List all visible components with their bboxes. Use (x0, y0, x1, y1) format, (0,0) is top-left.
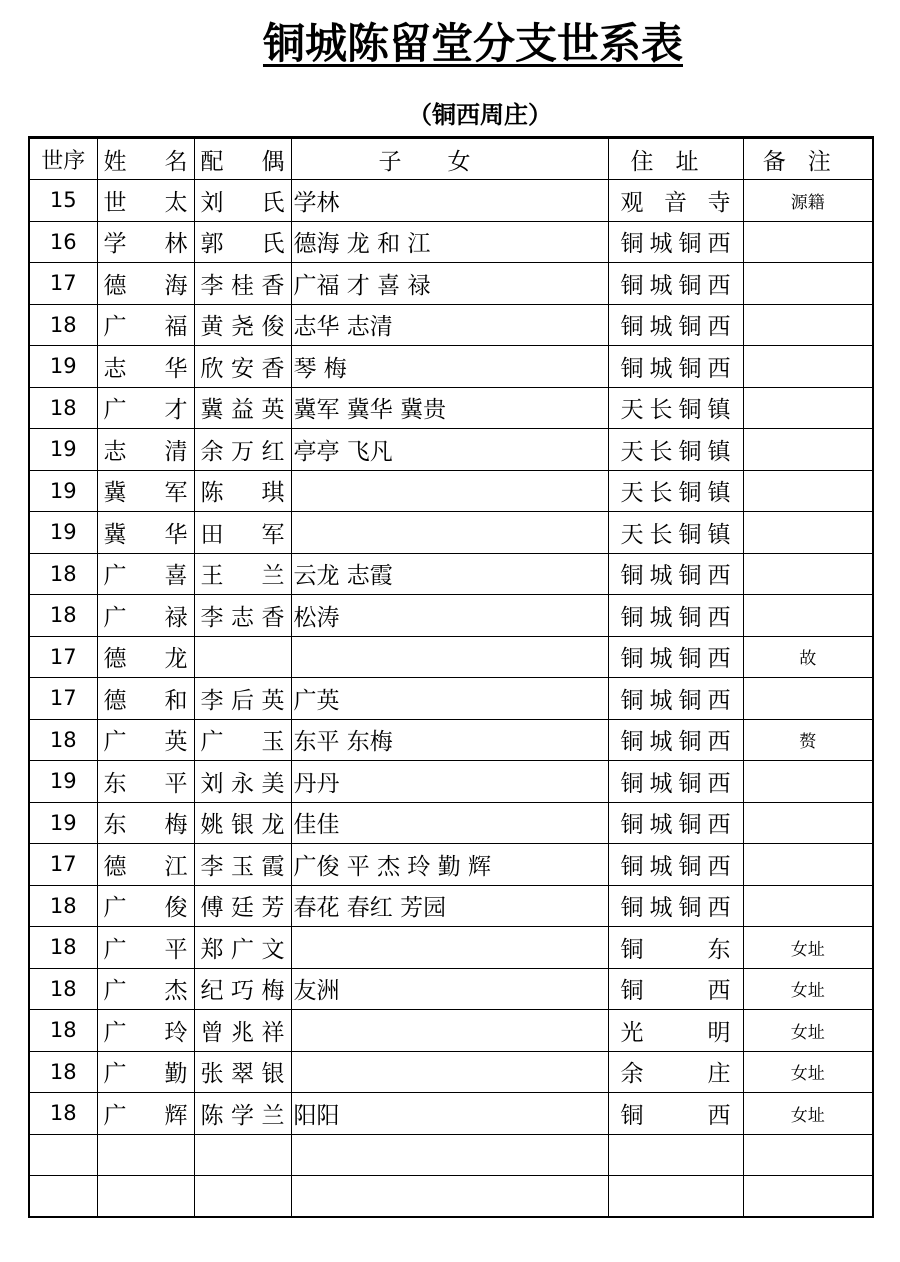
header-address: 住址 (608, 138, 743, 180)
table-row (29, 968, 873, 1010)
cell-address: 天长铜镇 (608, 429, 743, 471)
cell-name: 广喜 (97, 553, 194, 595)
cell-children: 阳阳 (291, 1093, 608, 1135)
cell-children: 春花 春红 芳园 (291, 885, 608, 927)
cell-notes (743, 802, 873, 844)
cell-generation: 17 (29, 678, 97, 720)
cell-spouse: 陈学兰 (194, 1093, 291, 1135)
table-row (29, 263, 873, 305)
cell-notes (743, 346, 873, 388)
table-row (29, 553, 873, 595)
page-title (0, 14, 900, 74)
cell-name: 广禄 (97, 595, 194, 637)
cell-children: 冀军 冀华 冀贵 (291, 387, 608, 429)
cell-generation: 17 (29, 844, 97, 886)
page-subtitle (0, 98, 900, 132)
page-subtitle-text: （铜西周庄） (408, 101, 552, 129)
cell-spouse: 傅廷芳 (194, 885, 291, 927)
cell-generation: 18 (29, 885, 97, 927)
cell-spouse: 李志香 (194, 595, 291, 637)
cell-children: 东平 东梅 (291, 719, 608, 761)
cell-generation: 19 (29, 802, 97, 844)
table-row (29, 1051, 873, 1093)
cell-children: 琴 梅 (291, 346, 608, 388)
cell-notes (743, 387, 873, 429)
cell-children (291, 1176, 608, 1218)
cell-children (291, 1134, 608, 1176)
cell-generation: 18 (29, 968, 97, 1010)
cell-name: 德龙 (97, 636, 194, 678)
cell-children: 亭亭 飞凡 (291, 429, 608, 471)
cell-generation: 19 (29, 512, 97, 554)
cell-name: 世太 (97, 180, 194, 222)
cell-notes: 女址 (743, 1093, 873, 1135)
cell-spouse (194, 1176, 291, 1218)
cell-notes: 源籍 (743, 180, 873, 222)
cell-generation: 18 (29, 719, 97, 761)
table-row (29, 180, 873, 222)
cell-generation: 16 (29, 221, 97, 263)
table-row (29, 221, 873, 263)
cell-children: 广俊 平 杰 玲 勤 辉 (291, 844, 608, 886)
table-row (29, 304, 873, 346)
cell-generation: 18 (29, 553, 97, 595)
cell-address: 铜城铜西 (608, 346, 743, 388)
cell-address: 铜西 (608, 1093, 743, 1135)
cell-generation: 19 (29, 470, 97, 512)
cell-notes (743, 844, 873, 886)
cell-name: 德和 (97, 678, 194, 720)
cell-generation: 18 (29, 1010, 97, 1052)
cell-address (608, 1134, 743, 1176)
cell-spouse: 姚银龙 (194, 802, 291, 844)
cell-spouse: 黄尧俊 (194, 304, 291, 346)
table-row (29, 802, 873, 844)
table-row (29, 719, 873, 761)
cell-generation: 17 (29, 263, 97, 305)
table-row (29, 885, 873, 927)
cell-children: 友洲 (291, 968, 608, 1010)
cell-name: 志清 (97, 429, 194, 471)
table-row (29, 927, 873, 969)
cell-generation (29, 1134, 97, 1176)
cell-spouse (194, 636, 291, 678)
cell-children (291, 636, 608, 678)
cell-notes (743, 885, 873, 927)
table-row (29, 844, 873, 886)
table-row (29, 387, 873, 429)
header-row (29, 138, 873, 180)
cell-generation: 15 (29, 180, 97, 222)
cell-address: 铜城铜西 (608, 802, 743, 844)
cell-notes: 女址 (743, 1010, 873, 1052)
cell-generation: 18 (29, 304, 97, 346)
cell-generation (29, 1176, 97, 1218)
header-generation: 世序 (29, 138, 97, 180)
cell-address: 天长铜镇 (608, 512, 743, 554)
cell-address: 铜城铜西 (608, 263, 743, 305)
cell-address: 铜城铜西 (608, 719, 743, 761)
cell-spouse: 刘氏 (194, 180, 291, 222)
cell-name: 广勤 (97, 1051, 194, 1093)
cell-address: 铜城铜西 (608, 844, 743, 886)
table-row (29, 636, 873, 678)
cell-generation: 18 (29, 927, 97, 969)
cell-name: 志华 (97, 346, 194, 388)
cell-children: 松涛 (291, 595, 608, 637)
genealogy-table (28, 136, 874, 1218)
cell-notes (743, 470, 873, 512)
cell-address: 铜城铜西 (608, 636, 743, 678)
table-row (29, 761, 873, 803)
cell-notes (743, 553, 873, 595)
cell-notes: 女址 (743, 968, 873, 1010)
cell-notes: 故 (743, 636, 873, 678)
cell-spouse: 冀益英 (194, 387, 291, 429)
table-row (29, 1134, 873, 1176)
cell-notes (743, 221, 873, 263)
table-row (29, 470, 873, 512)
table-row (29, 1093, 873, 1135)
cell-address: 铜西 (608, 968, 743, 1010)
cell-generation: 18 (29, 387, 97, 429)
table-row (29, 512, 873, 554)
cell-children (291, 1051, 608, 1093)
cell-spouse: 李玉霞 (194, 844, 291, 886)
table-row (29, 429, 873, 471)
cell-generation: 18 (29, 595, 97, 637)
cell-children (291, 470, 608, 512)
cell-name: 冀军 (97, 470, 194, 512)
cell-address: 天长铜镇 (608, 387, 743, 429)
cell-address: 铜城铜西 (608, 678, 743, 720)
cell-children: 学林 (291, 180, 608, 222)
cell-name: 广杰 (97, 968, 194, 1010)
table-header (29, 138, 873, 180)
table-row (29, 346, 873, 388)
cell-generation: 18 (29, 1051, 97, 1093)
cell-spouse: 郭氏 (194, 221, 291, 263)
cell-address (608, 1176, 743, 1218)
cell-address: 铜城铜西 (608, 221, 743, 263)
cell-spouse: 余万红 (194, 429, 291, 471)
cell-notes: 女址 (743, 1051, 873, 1093)
cell-generation: 17 (29, 636, 97, 678)
cell-spouse: 刘永美 (194, 761, 291, 803)
cell-spouse: 曾兆祥 (194, 1010, 291, 1052)
cell-notes: 赘 (743, 719, 873, 761)
table-row (29, 1010, 873, 1052)
table-body (29, 180, 873, 1218)
cell-spouse: 纪巧梅 (194, 968, 291, 1010)
cell-name: 广俊 (97, 885, 194, 927)
cell-name: 德海 (97, 263, 194, 305)
cell-notes (743, 263, 873, 305)
cell-notes (743, 1176, 873, 1218)
cell-notes: 女址 (743, 927, 873, 969)
cell-generation: 19 (29, 429, 97, 471)
cell-address: 铜城铜西 (608, 553, 743, 595)
cell-name: 广辉 (97, 1093, 194, 1135)
cell-notes (743, 761, 873, 803)
cell-children: 广英 (291, 678, 608, 720)
cell-children (291, 1010, 608, 1052)
cell-generation: 18 (29, 1093, 97, 1135)
cell-address: 铜城铜西 (608, 595, 743, 637)
cell-name (97, 1176, 194, 1218)
cell-generation: 19 (29, 346, 97, 388)
cell-name: 广英 (97, 719, 194, 761)
cell-name: 东梅 (97, 802, 194, 844)
cell-address: 铜城铜西 (608, 885, 743, 927)
cell-spouse: 李桂香 (194, 263, 291, 305)
cell-spouse (194, 1134, 291, 1176)
cell-children: 德海 龙 和 江 (291, 221, 608, 263)
cell-spouse: 王兰 (194, 553, 291, 595)
cell-children: 广福 才 喜 禄 (291, 263, 608, 305)
cell-address: 余庄 (608, 1051, 743, 1093)
cell-address: 铜城铜西 (608, 761, 743, 803)
table-row (29, 595, 873, 637)
cell-name: 广福 (97, 304, 194, 346)
page-title-text: 铜城陈留堂分支世系表 (262, 19, 683, 68)
cell-name: 学林 (97, 221, 194, 263)
cell-notes (743, 512, 873, 554)
cell-spouse: 田军 (194, 512, 291, 554)
cell-notes (743, 304, 873, 346)
cell-address: 铜东 (608, 927, 743, 969)
cell-name (97, 1134, 194, 1176)
cell-generation: 19 (29, 761, 97, 803)
cell-spouse: 陈琪 (194, 470, 291, 512)
cell-address: 观音寺 (608, 180, 743, 222)
cell-spouse: 郑广文 (194, 927, 291, 969)
cell-name: 广平 (97, 927, 194, 969)
cell-name: 德江 (97, 844, 194, 886)
cell-children: 佳佳 (291, 802, 608, 844)
header-spouse: 配偶 (194, 138, 291, 180)
cell-address: 光明 (608, 1010, 743, 1052)
cell-children (291, 512, 608, 554)
table-row (29, 1176, 873, 1218)
cell-spouse: 广玉 (194, 719, 291, 761)
cell-address: 天长铜镇 (608, 470, 743, 512)
cell-name: 东平 (97, 761, 194, 803)
cell-children: 丹丹 (291, 761, 608, 803)
table-row (29, 678, 873, 720)
cell-address: 铜城铜西 (608, 304, 743, 346)
cell-children: 志华 志清 (291, 304, 608, 346)
cell-notes (743, 1134, 873, 1176)
cell-spouse: 李后英 (194, 678, 291, 720)
cell-spouse: 张翠银 (194, 1051, 291, 1093)
cell-name: 冀华 (97, 512, 194, 554)
header-children: 子女 (291, 138, 608, 180)
cell-notes (743, 595, 873, 637)
cell-spouse: 欣安香 (194, 346, 291, 388)
cell-children: 云龙 志霞 (291, 553, 608, 595)
header-notes: 备注 (743, 138, 873, 180)
cell-notes (743, 678, 873, 720)
header-name: 姓名 (97, 138, 194, 180)
cell-children (291, 927, 608, 969)
cell-notes (743, 429, 873, 471)
cell-name: 广玲 (97, 1010, 194, 1052)
cell-name: 广才 (97, 387, 194, 429)
